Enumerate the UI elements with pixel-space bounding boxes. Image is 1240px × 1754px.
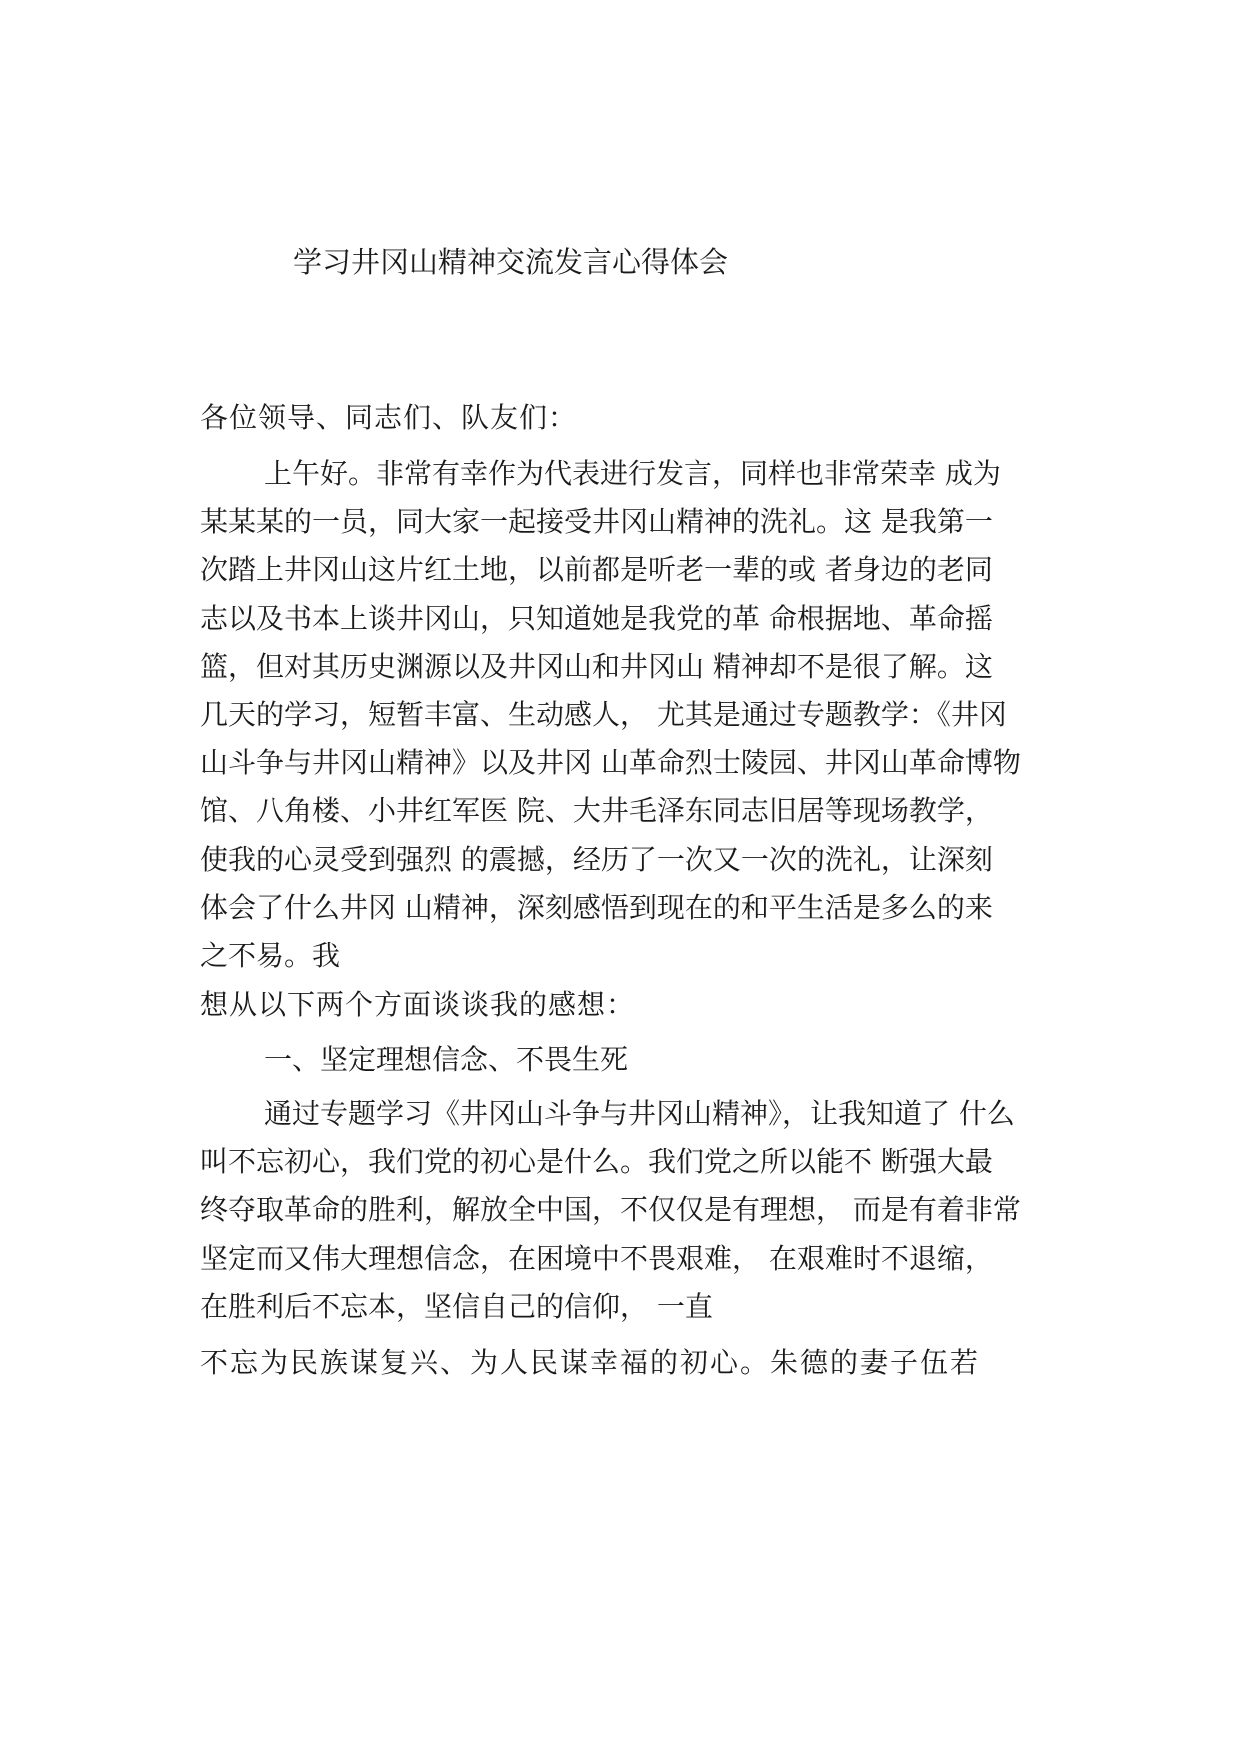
paragraph-line: 次踏上井冈山这片红土地，以前都是听老一辈的或 者身边的老同 [200,553,993,587]
paragraph-line: 使我的心灵受到强烈 的震撼，经历了一次又一次的洗礼，让深刻 [200,842,993,876]
paragraph-line: 坚定而又伟大理想信念，在困境中不畏艰难， 在艰难时不退缩， [200,1241,993,1275]
paragraph-line: 在胜利后不忘本，坚信自己的信仰， 一直 [200,1289,713,1323]
paragraph-line: 体会了什么井冈 山精神，深刻感悟到现在的和平生活是多么的来 [200,890,993,924]
paragraph-line: 终夺取革命的胜利，解放全中国，不仅仅是有理想， 而是有着非常 [200,1193,1021,1227]
document-title: 学习井冈山精神交流发言心得体会 [293,245,729,279]
continuation-line: 不忘为民族谋复兴、为人民谋幸福的初心。朱德的妻子伍若 [200,1346,981,1379]
paragraph-section-one [200,1090,1070,1331]
paragraph-opening [200,450,1060,980]
salutation: 各位领导、同志们、队友们： [200,401,578,434]
paragraph-line: 志以及书本上谈井冈山，只知道她是我党的革 命根据地、革命摇 [200,601,993,635]
paragraph-line: 山斗争与井冈山精神》以及井冈 山革命烈士陵园、井冈山革命博物 [200,746,1021,780]
paragraph-line: 上午好。非常有幸作为代表进行发言，同样也非常荣幸 成为 [264,457,1001,490]
intro-line: 想从以下两个方面谈谈我的感想： [200,988,636,1021]
paragraph-line: 某某某的一员，同大家一起接受井冈山精神的洗礼。这 是我第一 [200,505,993,539]
paragraph-line: 之不易。我 [200,938,341,972]
paragraph-line: 篮，但对其历史渊源以及井冈山和井冈山 精神却不是很了解。这 [200,649,993,683]
paragraph-line: 几天的学习，短暂丰富、生动感人， 尤其是通过专题教学：《井冈 [200,697,1007,731]
paragraph-line: 叫不忘初心，我们党的初心是什么。我们党之所以能不 断强大最 [200,1145,993,1179]
paragraph-line: 通过专题学习《井冈山斗争与井冈山精神》，让我知道了 什么 [264,1097,1015,1130]
paragraph-line: 馆、八角楼、小井红军医 院、大井毛泽东同志旧居等现场教学， [200,794,993,828]
section-heading: 一、坚定理想信念、不畏生死 [264,1043,629,1076]
